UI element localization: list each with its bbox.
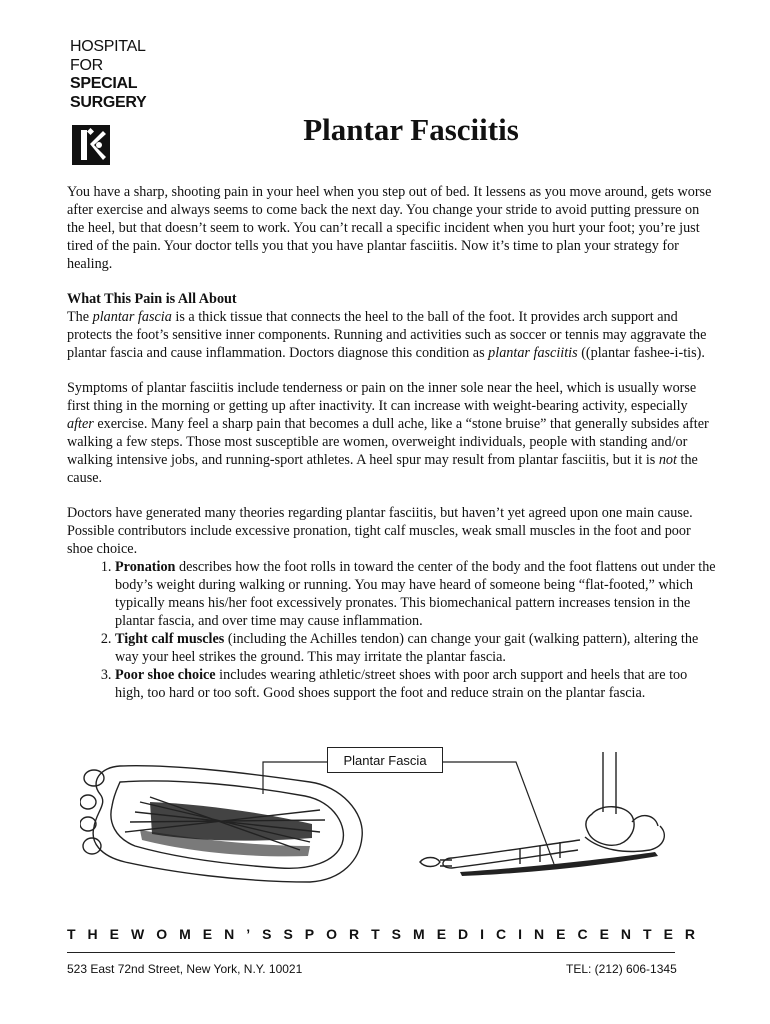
logo-line-for: FOR [70, 56, 103, 74]
plantar-fascia-band-drawing [140, 802, 312, 856]
emphasis-not: not [658, 452, 677, 468]
symptoms-paragraph [67, 379, 717, 487]
footer-address: 523 East 72nd Street, New York, N.Y. 10021 [67, 962, 303, 976]
article-body [67, 183, 717, 702]
section-heading: What This Pain is All About [67, 291, 237, 307]
cause-text: (including the Achilles tendon) can change your gait (walking pattern), altering the way your heel strikes the ground. This may irritate the plantar fascia. [115, 631, 699, 665]
footer-telephone: TEL: (212) 606-1345 [566, 962, 677, 976]
list-item [115, 630, 717, 666]
text-span: ((plantar fashee-i-tis). [577, 345, 705, 361]
intro-paragraph: You have a sharp, shooting pain in your heel when you step out of bed. It lessens as you move around, gets worse after exercise and always seems to come back the next day. You change your stride to avoid putting pressure on the heel, but that doesn’t seem to work. You can’t recall a specific incident when you hurt your foot; you’re just tired of the pain. Your doctor tells you that you have plantar fasciitis. Now it’s time to plan your strategy for healing. [67, 184, 712, 272]
list-item [115, 558, 717, 630]
page-title: Plantar Fasciitis [303, 112, 519, 147]
logo-line-surgery: SURGERY [70, 93, 147, 111]
footer-word: SPORTS [283, 926, 414, 942]
text-span: exercise. Many feel a sharp pain that becomes a dull ache, like a “stone bruise” that generally subsides after walking a few steps. Those most susceptible are women, overweight individuals, people with standing and/or walking intensive jobs, and running-sport athletes. A heel spur may result from plantar fasciitis, but it is [67, 416, 709, 468]
cause-text: includes wearing athletic/street shoes with poor arch support and heels that are too high, too hard or too soft. Good shoes support the foot and reduce strain on the plantar fascia. [115, 667, 688, 701]
foot-skeleton-drawing [420, 752, 664, 868]
causes-list [67, 558, 717, 702]
footer-word: MEDICINE [413, 926, 578, 942]
footer-divider [67, 952, 675, 953]
cause-term: Poor shoe choice [115, 667, 216, 683]
term-plantar-fasciitis: plantar fasciitis [488, 345, 578, 361]
footer-word: THE [67, 926, 131, 942]
cause-term: Tight calf muscles [115, 631, 225, 647]
footer-word: WOMEN’S [131, 926, 284, 942]
causes-intro: Doctors have generated many theories regarding plantar fasciitis, but haven’t yet agreed upon one main cause. Possible contributors include excessive pronation, tight calf muscles, weak small muscles in the foot and poor shoe choice. [67, 505, 693, 557]
section-what-this-pain [67, 290, 717, 362]
text-span: is a thick tissue that connects the heel to the ball of the foot. It provides arch support and protects the foot’s sensitive inner components. Running and activities such as soccer or tennis may aggravate the plantar fascia and cause inflammation. Doctors diagnose this condition as [67, 309, 707, 361]
emphasis-after: after [67, 416, 94, 432]
figure-label: Plantar Fascia [327, 747, 443, 773]
text-span: the cause. [67, 452, 698, 486]
footer-word: CENTER [577, 926, 708, 942]
logo-line-special: SPECIAL [70, 75, 138, 92]
list-item [115, 666, 717, 702]
text-span: Symptoms of plantar fasciitis include tenderness or pain on the inner sole near the heel, which is usually worse first thing in the morning or getting up after inactivity. It can increase with weight-bearing activity, especially [67, 380, 697, 414]
fascia-side-band-drawing [460, 852, 658, 876]
cause-term: Pronation [115, 559, 176, 575]
footer-center-name [67, 926, 708, 942]
hospital-logo-text [70, 38, 146, 112]
cause-text: describes how the foot rolls in toward the center of the body and the foot flattens out under the body’s weight during walking or running. You may have heard of someone being “flat-footed,” which typically means his/her foot excessively pronates. This biomechanical pattern increases tension in the plantar fascia, and over time may cause inflammation. [115, 559, 716, 629]
term-plantar-fascia: plantar fascia [92, 309, 172, 325]
logo-line-hospital: HOSPITAL [70, 38, 146, 55]
text-span: The [67, 309, 93, 325]
